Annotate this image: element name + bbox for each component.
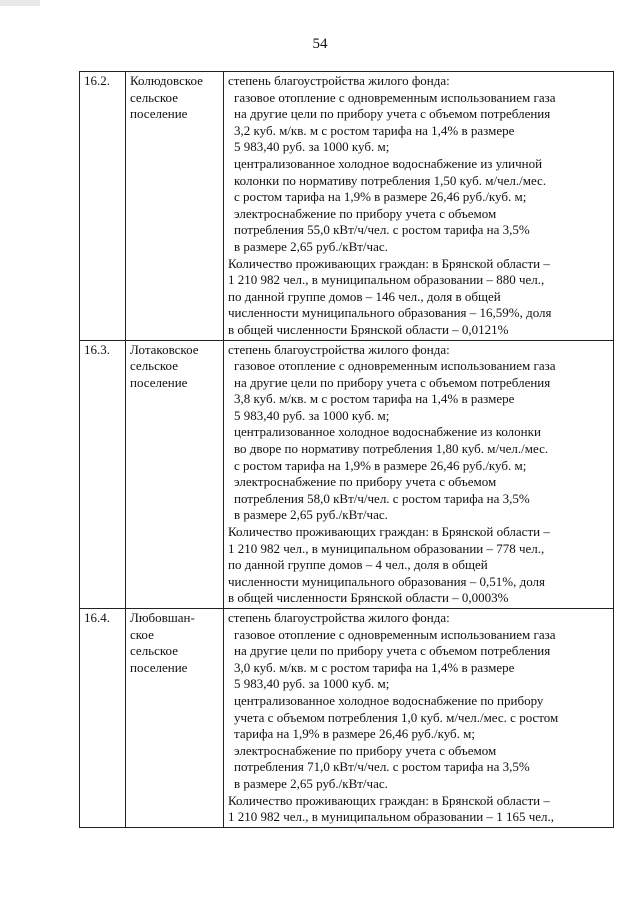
description-line: 5 983,40 руб. за 1000 куб. м;: [234, 407, 390, 423]
description-line: колонки по нормативу потребления 1,50 куб. м/чел./мес.: [234, 172, 547, 188]
tariff-table: [79, 71, 614, 828]
settlement-name-line: сельское: [130, 89, 178, 105]
description-line: электроснабжение по прибору учета с объемом: [234, 474, 497, 490]
description-line: Количество проживающих граждан: в Брянской области –: [228, 792, 550, 808]
description-line: централизованное холодное водоснабжение из колонки: [234, 424, 541, 440]
description-line: 3,8 куб. м/кв. м с ростом тарифа на 1,4% в размере: [234, 391, 515, 407]
description-line: учета с объемом потребления 1,0 куб. м/чел./мес. с ростом: [234, 709, 559, 725]
description-line: Количество проживающих граждан: в Брянской области –: [228, 524, 550, 540]
description-line: газовое отопление с одновременным использованием газа: [234, 358, 556, 374]
settlement-name-line: сельское: [130, 358, 178, 374]
settlement-name-line: сельское: [130, 643, 178, 659]
description-line: на другие цели по прибору учета с объемом потребления: [234, 106, 551, 122]
description-line: с ростом тарифа на 1,9% в размере 26,46 руб./куб. м;: [234, 189, 527, 205]
description-line: в размере 2,65 руб./кВт/час.: [234, 238, 388, 254]
description-line: централизованное холодное водоснабжение из уличной: [234, 155, 543, 171]
description-line: потребления 71,0 кВт/ч/чел. с ростом тарифа на 3,5%: [234, 759, 530, 775]
settlement-name-line: поселение: [130, 106, 188, 122]
description-line: степень благоустройства жилого фонда:: [228, 73, 450, 88]
description-line: в размере 2,65 руб./кВт/час.: [234, 507, 388, 523]
settlement-name-line: Лотаковское: [130, 341, 199, 357]
description-line: 3,2 куб. м/кв. м с ростом тарифа на 1,4% в размере: [234, 122, 515, 138]
settlement-name: [126, 609, 224, 828]
description-line: по данной группе домов – 146 чел., доля в общей: [228, 288, 501, 304]
row-number: 16.3.: [80, 340, 126, 609]
description-line: в размере 2,65 руб./кВт/час.: [234, 775, 388, 791]
description-line: в общей численности Брянской области – 0,0121%: [228, 321, 509, 337]
settlement-name-line: Колюдовское: [130, 73, 203, 88]
description-line: централизованное холодное водоснабжение по прибору: [234, 692, 544, 708]
description-line: во дворе по нормативу потребления 1,80 куб. м/чел./мес.: [234, 441, 549, 457]
description-line: численности муниципального образования – 0,51%, доля: [228, 573, 546, 589]
description-line: с ростом тарифа на 1,9% в размере 26,46 руб./куб. м;: [234, 457, 527, 473]
description-line: 5 983,40 руб. за 1000 куб. м;: [234, 139, 390, 155]
scan-artifact: [0, 0, 40, 6]
description-line: степень благоустройства жилого фонда:: [228, 341, 450, 357]
table-row: [80, 72, 614, 341]
settlement-name-line: Любовшан-: [130, 610, 195, 625]
description-line: 1 210 982 чел., в муниципальном образовании – 1 165 чел.,: [228, 809, 555, 825]
description-line: 3,0 куб. м/кв. м с ростом тарифа на 1,4% в размере: [234, 659, 515, 675]
description-line: тарифа на 1,9% в размере 26,46 руб./куб. м;: [234, 726, 475, 742]
description-line: газовое отопление с одновременным использованием газа: [234, 626, 556, 642]
description-line: потребления 58,0 кВт/ч/чел. с ростом тарифа на 3,5%: [234, 490, 530, 506]
description-line: в общей численности Брянской области – 0,0003%: [228, 590, 509, 606]
table-row: [80, 340, 614, 609]
description-line: электроснабжение по прибору учета с объемом: [234, 742, 497, 758]
settlement-name-line: поселение: [130, 374, 188, 390]
description-line: по данной группе домов – 4 чел., доля в общей: [228, 557, 488, 573]
description-cell: [224, 340, 614, 609]
settlement-name-line: поселение: [130, 659, 188, 675]
description-line: 5 983,40 руб. за 1000 куб. м;: [234, 676, 390, 692]
description-cell: [224, 72, 614, 341]
description-line: 1 210 982 чел., в муниципальном образовании – 880 чел.,: [228, 272, 545, 288]
description-line: потребления 55,0 кВт/ч/чел. с ростом тарифа на 3,5%: [234, 222, 530, 238]
row-number: 16.2.: [80, 72, 126, 341]
description-line: 1 210 982 чел., в муниципальном образовании – 778 чел.,: [228, 540, 545, 556]
settlement-name: [126, 72, 224, 341]
description-line: на другие цели по прибору учета с объемом потребления: [234, 374, 551, 390]
row-number: 16.4.: [80, 609, 126, 828]
description-line: численности муниципального образования – 16,59%, доля: [228, 305, 552, 321]
description-line: степень благоустройства жилого фонда:: [228, 610, 450, 625]
description-line: газовое отопление с одновременным использованием газа: [234, 89, 556, 105]
description-cell: [224, 609, 614, 828]
description-line: электроснабжение по прибору учета с объемом: [234, 205, 497, 221]
settlement-name-line: ское: [130, 626, 154, 642]
page-number: 54: [312, 36, 328, 52]
description-line: на другие цели по прибору учета с объемом потребления: [234, 643, 551, 659]
table-row: [80, 609, 614, 828]
description-line: Количество проживающих граждан: в Брянской области –: [228, 255, 550, 271]
settlement-name: [126, 340, 224, 609]
